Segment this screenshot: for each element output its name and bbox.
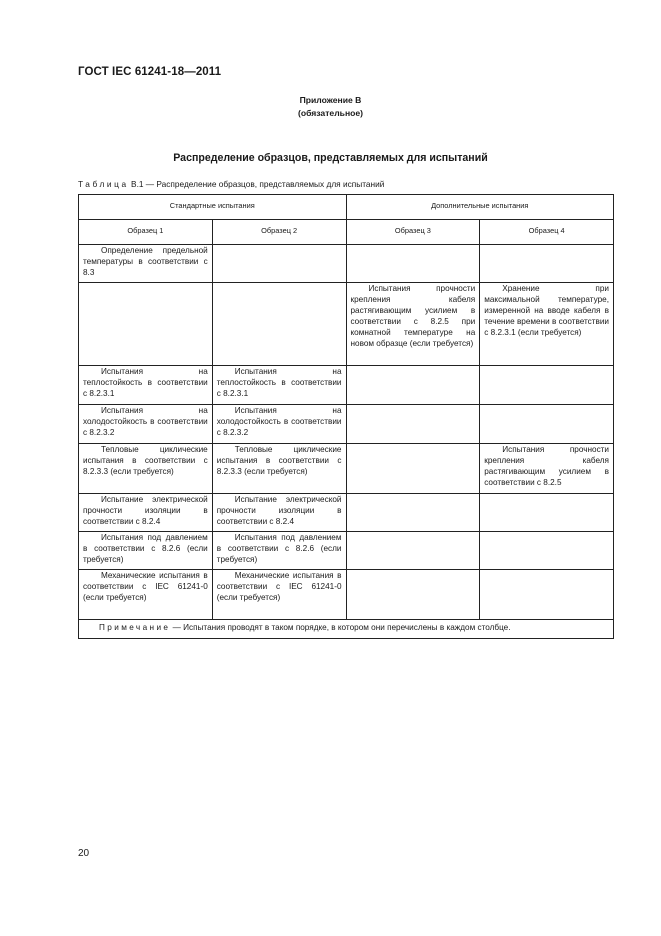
- table-cell: [346, 570, 480, 620]
- table-row: [79, 444, 614, 494]
- table-cell: Испытания на теплостойкость в соответствии с 8.2.3.1: [212, 366, 346, 405]
- group-header-additional: Дополнительные испытания: [346, 195, 614, 220]
- note-text: — Испытания проводят в таком порядке, в котором они перечислены в каждом столбце.: [172, 623, 511, 632]
- annex-status: (обязательное): [297, 107, 364, 118]
- table-row: [79, 283, 614, 366]
- note-label: Примечание: [99, 623, 171, 632]
- table-cell: [480, 570, 614, 620]
- section-title: Распределение образцов, представляемых для испытаний: [173, 152, 488, 164]
- table-row: [79, 570, 614, 620]
- column-header-sample-3: Образец 3: [346, 220, 480, 245]
- samples-table: [78, 194, 614, 639]
- group-header-standard: Стандартные испытания: [79, 195, 347, 220]
- table-cell: Испытания под давлением в соответствии с 8.2.6 (если требуется): [212, 532, 346, 570]
- table-row: [79, 532, 614, 570]
- table-cell: Испытания на холодостойкость в соответствии с 8.2.3.2: [79, 405, 213, 444]
- table-cell: [346, 494, 480, 532]
- table-cell: Механические испытания в соответствии с IEC 61241-0 (если требуется): [212, 570, 346, 620]
- page-number: 20: [78, 848, 90, 859]
- table-caption-prefix: Таблица: [78, 179, 129, 189]
- table-note: [79, 620, 614, 639]
- column-header-sample-1: Образец 1: [79, 220, 213, 245]
- table-cell: Хранение при максимальной температуре, измеренной на вводе кабеля в течение времени в соответствии с 8.2.3.1 (если требуется): [480, 283, 614, 366]
- table-cell: [212, 245, 346, 283]
- table-cell: [480, 366, 614, 405]
- annex-title: Приложение В: [299, 95, 362, 105]
- table-cell: [480, 405, 614, 444]
- column-header-sample-2: Образец 2: [212, 220, 346, 245]
- table-cell: [346, 245, 480, 283]
- table-cell: Тепловые циклические испытания в соответствии с 8.2.3.3 (если требуется): [212, 444, 346, 494]
- table-cell: Испытание электрической прочности изоляции в соответствии с 8.2.4: [79, 494, 213, 532]
- table-caption: [78, 179, 384, 189]
- column-header-row: [79, 220, 614, 245]
- table-cell: Испытание электрической прочности изоляции в соответствии с 8.2.4: [212, 494, 346, 532]
- table-row: [79, 366, 614, 405]
- table-caption-text: В.1 — Распределение образцов, представляемых для испытаний: [131, 179, 385, 189]
- table-cell: [346, 532, 480, 570]
- table-cell: Испытания под давлением в соответствии с 8.2.6 (если требуется): [79, 532, 213, 570]
- table-row: [79, 245, 614, 283]
- table-cell: Испытания на холодостойкость в соответствии с 8.2.3.2: [212, 405, 346, 444]
- table-cell: Механические испытания в соответствии с IEC 61241-0 (если требуется): [79, 570, 213, 620]
- table-cell: [480, 245, 614, 283]
- document-header: ГОСТ IEC 61241-18—2011: [78, 66, 222, 78]
- table-cell: Испытания на теплостойкость в соответствии с 8.2.3.1: [79, 366, 213, 405]
- table-cell: [480, 494, 614, 532]
- table-row: [79, 494, 614, 532]
- table-row: [79, 405, 614, 444]
- group-header-row: [79, 195, 614, 220]
- table-cell: [346, 405, 480, 444]
- table-cell: [212, 283, 346, 366]
- table-cell: [346, 366, 480, 405]
- table-cell: [79, 283, 213, 366]
- table-cell: Испытания прочности крепления кабеля растягивающим усилием в соответствии с 8.2.5: [480, 444, 614, 494]
- table-cell: Определение предельной температуры в соответствии с 8.3: [79, 245, 213, 283]
- table-cell: Тепловые циклические испытания в соответствии с 8.2.3.3 (если требуется): [79, 444, 213, 494]
- table-cell: [346, 444, 480, 494]
- column-header-sample-4: Образец 4: [480, 220, 614, 245]
- note-row: [79, 620, 614, 639]
- annex-heading: [0, 94, 661, 119]
- table-cell: Испытания прочности крепления кабеля растягивающим усилием в соответствии с 8.2.5 при комнатной температуре на новом образце (если требуется): [346, 283, 480, 366]
- table-cell: [480, 532, 614, 570]
